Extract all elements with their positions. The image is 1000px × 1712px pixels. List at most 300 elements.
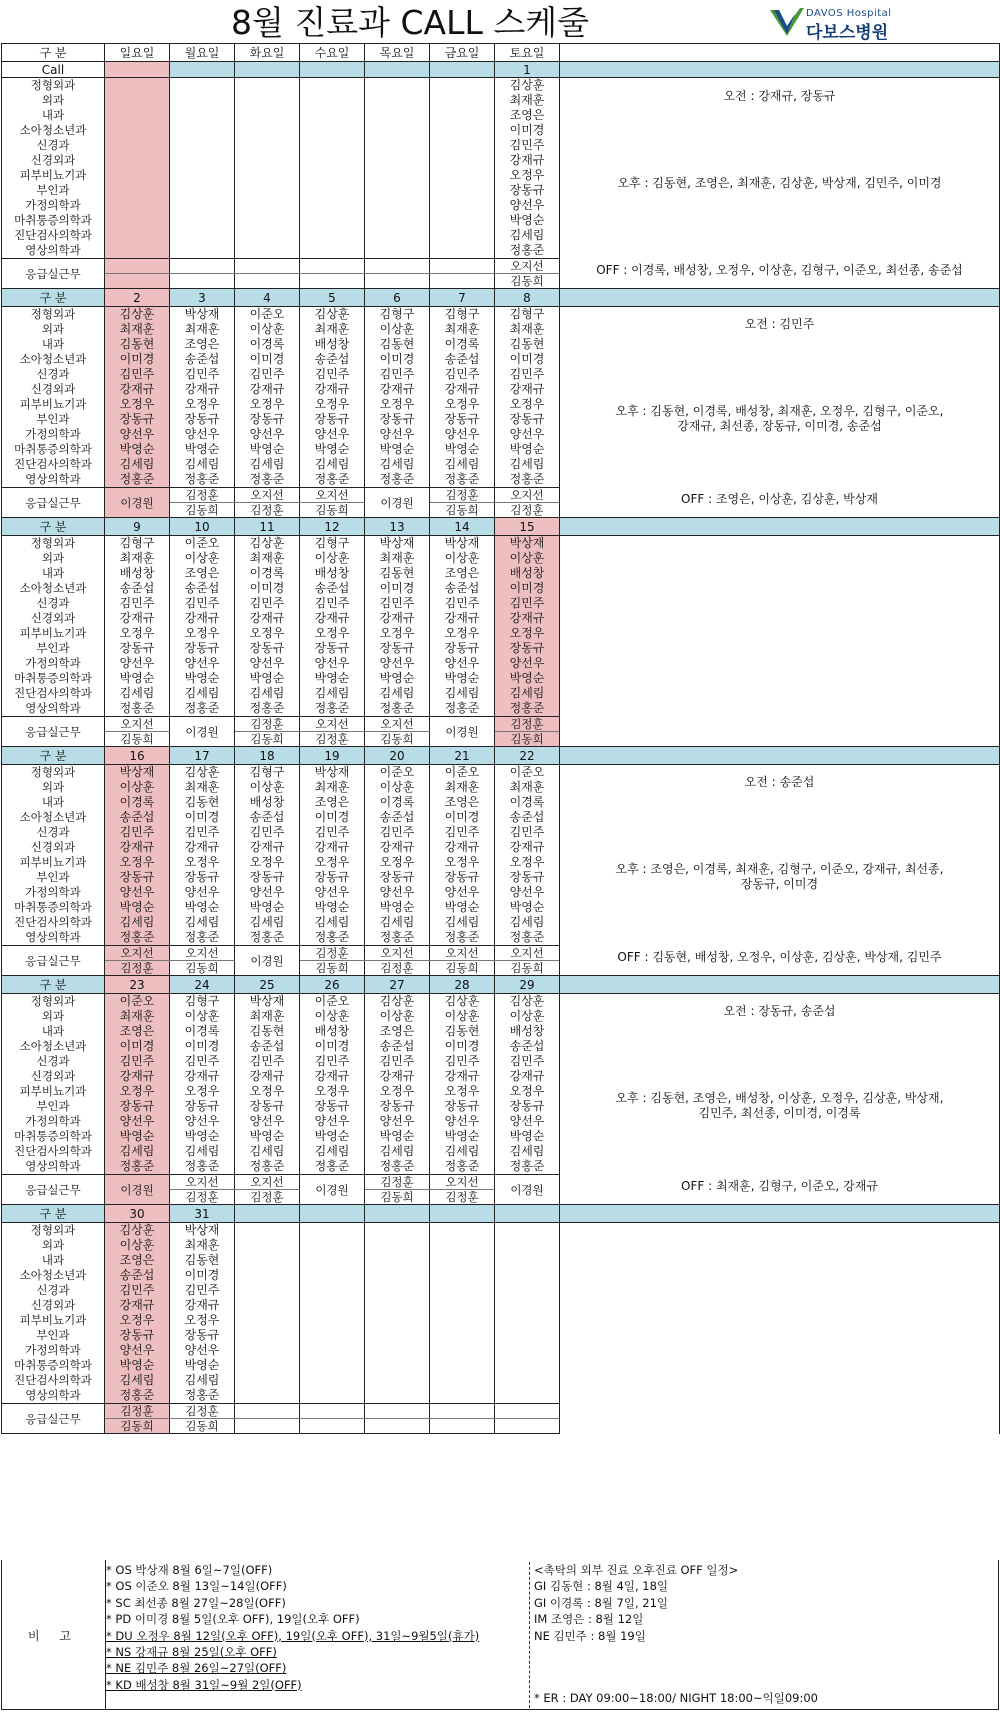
er-doctor-cell: 오지선 (170, 1175, 235, 1190)
doctor-cell: 정홍준 (105, 930, 170, 946)
department-label: 피부비뇨기과 (2, 397, 105, 412)
doctor-cell: 이상훈 (495, 1009, 560, 1024)
doctor-cell (430, 1283, 495, 1298)
weekday-label: 일요일 (105, 44, 170, 62)
doctor-cell (235, 108, 300, 123)
date-cell: 17 (170, 747, 235, 765)
doctor-cell (365, 168, 430, 183)
department-row (2, 765, 1000, 781)
doctor-cell: 강재규 (170, 1298, 235, 1313)
doctor-cell: 박영순 (105, 671, 170, 686)
doctor-cell: 이상훈 (235, 322, 300, 337)
date-cell (235, 1205, 300, 1223)
notes-right-panel (529, 1562, 1000, 1708)
schedule-table (1, 43, 1000, 1434)
date-cell: 21 (430, 747, 495, 765)
doctor-cell: 김세림 (235, 686, 300, 701)
doctor-cell: 박상재 (170, 1223, 235, 1239)
doctor-cell: 장동규 (235, 1099, 300, 1114)
doctor-cell: 장동규 (105, 1328, 170, 1343)
doctor-cell: 박상재 (235, 994, 300, 1010)
summary-line: 오후 : 김동현, 조영은, 최재훈, 김상훈, 박상재, 김민주, 이미경 (617, 175, 942, 190)
doctor-cell: 이경록 (235, 337, 300, 352)
summary-gap (560, 892, 999, 950)
er-doctor-cell: 김정훈 (170, 1404, 235, 1419)
department-label: 영상의학과 (2, 701, 105, 717)
doctor-cell: 양선우 (365, 656, 430, 671)
er-doctor-cell: 김정훈 (495, 717, 560, 732)
summary-gap (560, 434, 999, 492)
date-cell: 28 (430, 976, 495, 994)
weekday-label: 수요일 (300, 44, 365, 62)
er-doctor-cell: 이경원 (235, 946, 300, 976)
doctor-cell: 강재규 (430, 840, 495, 855)
doctor-cell: 김세림 (495, 228, 560, 243)
doctor-cell: 김민주 (105, 1283, 170, 1298)
department-label: 내과 (2, 1253, 105, 1268)
doctor-cell: 강재규 (105, 840, 170, 855)
department-label: 피부비뇨기과 (2, 1313, 105, 1328)
summary-line: 오전 : 장동규, 송준섭 (723, 1004, 836, 1018)
doctor-cell (300, 1373, 365, 1388)
department-label: 부인과 (2, 183, 105, 198)
doctor-cell: 강재규 (365, 840, 430, 855)
doctor-cell: 최재훈 (170, 780, 235, 795)
doctor-cell: 박영순 (495, 900, 560, 915)
doctor-cell: 이미경 (495, 581, 560, 596)
doctor-cell: 송준섭 (365, 1039, 430, 1054)
doctor-cell (365, 153, 430, 168)
date-cell (430, 1205, 495, 1223)
er-doctor-cell (495, 1419, 560, 1434)
doctor-cell: 오정우 (170, 397, 235, 412)
doctor-cell: 오정우 (105, 397, 170, 412)
doctor-cell: 김민주 (105, 1054, 170, 1069)
doctor-cell: 정홍준 (430, 472, 495, 488)
doctor-cell (105, 108, 170, 123)
date-cell: 26 (300, 976, 365, 994)
doctor-cell: 이준오 (300, 994, 365, 1010)
date-cell: 15 (495, 518, 560, 536)
doctor-cell: 배성창 (495, 566, 560, 581)
doctor-cell: 양선우 (365, 1114, 430, 1129)
doctor-cell: 정홍준 (430, 930, 495, 946)
doctor-cell: 조영은 (300, 795, 365, 810)
doctor-cell (235, 78, 300, 94)
note-item: * OS 이준오 8월 13일~14일(OFF) (106, 1579, 287, 1594)
doctor-cell: 강재규 (430, 1069, 495, 1084)
er-doctor-cell: 이경원 (170, 717, 235, 747)
department-label: 정형외과 (2, 765, 105, 781)
doctor-cell: 김상훈 (105, 307, 170, 323)
date-row (2, 518, 1000, 536)
doctor-cell (300, 1388, 365, 1404)
doctor-cell: 김민주 (300, 825, 365, 840)
doctor-cell (430, 1298, 495, 1313)
weekday-header-row (2, 44, 1000, 62)
department-label: 신경외과 (2, 1298, 105, 1313)
department-label: 신경과 (2, 1283, 105, 1298)
summary-line: OFF : 최재훈, 김형구, 이준오, 강재규 (681, 1179, 878, 1193)
doctor-cell: 장동규 (235, 412, 300, 427)
doctor-cell: 장동규 (365, 412, 430, 427)
doctor-cell: 오정우 (300, 397, 365, 412)
doctor-cell: 송준섭 (365, 810, 430, 825)
consultant-off-item: GI 김동현 : 8월 4일, 18일 (534, 1579, 669, 1594)
doctor-cell (235, 1388, 300, 1404)
doctor-cell (105, 183, 170, 198)
department-label: 소아청소년과 (2, 1039, 105, 1054)
doctor-cell: 이준오 (430, 765, 495, 781)
doctor-cell: 장동규 (235, 641, 300, 656)
doctor-cell: 이준오 (235, 307, 300, 323)
er-doctor-cell: 오지선 (235, 488, 300, 503)
summary-line: OFF : 조영은, 이상훈, 김상훈, 박상재 (681, 492, 878, 506)
summary-line: 오후 : 조영은, 이경록, 최재훈, 김형구, 이준오, 강재규, 최선종, (615, 862, 944, 876)
department-label: 진단검사의학과 (2, 1144, 105, 1159)
doctor-cell: 장동규 (365, 1099, 430, 1114)
department-label: 정형외과 (2, 536, 105, 552)
er-doctor-cell: 이경원 (430, 717, 495, 747)
doctor-cell: 강재규 (495, 611, 560, 626)
doctor-cell: 양선우 (430, 656, 495, 671)
doctor-cell (300, 1358, 365, 1373)
doctor-cell (235, 153, 300, 168)
doctor-cell: 양선우 (235, 885, 300, 900)
date-row (2, 976, 1000, 994)
doctor-cell: 김민주 (105, 596, 170, 611)
doctor-cell: 김세림 (365, 915, 430, 930)
doctor-cell: 박영순 (105, 900, 170, 915)
doctor-cell: 양선우 (495, 1114, 560, 1129)
doctor-cell: 이상훈 (300, 1009, 365, 1024)
doctor-cell: 오정우 (365, 397, 430, 412)
doctor-cell (430, 123, 495, 138)
doctor-cell: 김세림 (365, 1144, 430, 1159)
doctor-cell: 오정우 (365, 626, 430, 641)
date-row (2, 747, 1000, 765)
doctor-cell: 이미경 (105, 1039, 170, 1054)
department-label: 외과 (2, 1009, 105, 1024)
date-cell (300, 1205, 365, 1223)
doctor-cell: 김동현 (365, 566, 430, 581)
doctor-cell: 김세림 (105, 915, 170, 930)
department-label: 소아청소년과 (2, 123, 105, 138)
doctor-cell: 김민주 (430, 596, 495, 611)
er-doctor-cell (105, 259, 170, 274)
doctor-cell: 장동규 (170, 641, 235, 656)
doctor-cell: 정홍준 (495, 701, 560, 717)
doctor-cell: 김형구 (105, 536, 170, 552)
doctor-cell: 오정우 (495, 168, 560, 183)
er-doctor-cell: 오지선 (495, 259, 560, 274)
doctor-cell: 강재규 (105, 1298, 170, 1313)
logo-text-ko: 다보스병원 (806, 23, 889, 43)
department-label: 진단검사의학과 (2, 686, 105, 701)
doctor-cell: 강재규 (105, 382, 170, 397)
doctor-cell: 강재규 (430, 382, 495, 397)
header-label: 구 분 (2, 518, 105, 536)
doctor-cell: 이미경 (170, 1039, 235, 1054)
doctor-cell: 송준섭 (300, 352, 365, 367)
department-label: 부인과 (2, 1099, 105, 1114)
doctor-cell: 오정우 (300, 855, 365, 870)
doctor-cell: 박영순 (105, 442, 170, 457)
doctor-cell: 최재훈 (495, 322, 560, 337)
doctor-cell: 최재훈 (365, 551, 430, 566)
date-cell: 25 (235, 976, 300, 994)
summary-gap (560, 191, 999, 263)
doctor-cell: 김상훈 (495, 78, 560, 94)
doctor-cell: 김민주 (300, 367, 365, 382)
doctor-cell: 김민주 (430, 367, 495, 382)
doctor-cell (495, 1298, 560, 1313)
er-doctor-cell: 오지선 (430, 946, 495, 961)
doctor-cell: 강재규 (365, 382, 430, 397)
doctor-cell: 김민주 (430, 825, 495, 840)
doctor-cell (365, 108, 430, 123)
doctor-cell: 장동규 (495, 1099, 560, 1114)
doctor-cell (365, 1343, 430, 1358)
doctor-cell (365, 1223, 430, 1239)
doctor-cell (430, 153, 495, 168)
doctor-cell: 양선우 (300, 885, 365, 900)
doctor-cell: 송준섭 (105, 810, 170, 825)
er-doctor-cell: 김정훈 (235, 1190, 300, 1205)
doctor-cell (235, 93, 300, 108)
doctor-cell: 양선우 (235, 656, 300, 671)
doctor-cell: 최재훈 (430, 322, 495, 337)
doctor-cell: 양선우 (170, 1114, 235, 1129)
department-label: 피부비뇨기과 (2, 1084, 105, 1099)
doctor-cell: 강재규 (170, 1069, 235, 1084)
er-doctor-cell (235, 274, 300, 289)
doctor-cell: 김세림 (105, 457, 170, 472)
department-row (2, 994, 1000, 1010)
doctor-cell: 박영순 (495, 1129, 560, 1144)
er-doctor-cell: 오지선 (105, 946, 170, 961)
doctor-cell: 이경록 (365, 795, 430, 810)
doctor-cell (300, 183, 365, 198)
doctor-cell: 오정우 (235, 626, 300, 641)
doctor-cell: 정홍준 (495, 472, 560, 488)
er-label: 응급실근무 (2, 488, 105, 518)
er-doctor-cell: 김동희 (365, 732, 430, 747)
summary-line: OFF : 이경록, 배성창, 오정우, 이상훈, 김형구, 이준오, 최선종, 송준섭 (596, 262, 963, 277)
doctor-cell: 이준오 (495, 765, 560, 781)
date-cell (365, 1205, 430, 1223)
doctor-cell (365, 93, 430, 108)
department-label: 진단검사의학과 (2, 915, 105, 930)
doctor-cell: 김형구 (300, 536, 365, 552)
doctor-cell (430, 168, 495, 183)
doctor-cell: 김민주 (170, 367, 235, 382)
doctor-cell: 정홍준 (235, 472, 300, 488)
doctor-cell (235, 183, 300, 198)
department-label: 영상의학과 (2, 1159, 105, 1175)
doctor-cell (365, 123, 430, 138)
doctor-cell: 박영순 (170, 1129, 235, 1144)
doctor-cell: 강재규 (235, 382, 300, 397)
doctor-cell (300, 1313, 365, 1328)
date-cell (235, 62, 300, 78)
doctor-cell (235, 243, 300, 259)
doctor-cell (430, 183, 495, 198)
doctor-cell: 강재규 (300, 382, 365, 397)
doctor-cell: 김민주 (365, 1054, 430, 1069)
doctor-cell: 김형구 (235, 765, 300, 781)
doctor-cell: 김동현 (430, 1024, 495, 1039)
doctor-cell: 조영은 (430, 566, 495, 581)
doctor-cell: 정홍준 (365, 930, 430, 946)
summary-line: 오후 : 김동현, 조영은, 배성창, 이상훈, 오정우, 김상훈, 박상재, (615, 1091, 944, 1105)
doctor-cell: 양선우 (495, 656, 560, 671)
doctor-cell: 송준섭 (430, 581, 495, 596)
department-label: 부인과 (2, 412, 105, 427)
doctor-cell (495, 1373, 560, 1388)
doctor-cell: 송준섭 (430, 352, 495, 367)
doctor-cell: 오정우 (105, 855, 170, 870)
doctor-cell: 양선우 (430, 427, 495, 442)
doctor-cell (170, 108, 235, 123)
department-label: 피부비뇨기과 (2, 168, 105, 183)
doctor-cell: 정홍준 (235, 701, 300, 717)
doctor-cell (235, 198, 300, 213)
doctor-cell: 장동규 (105, 1099, 170, 1114)
doctor-cell: 최재훈 (170, 322, 235, 337)
doctor-cell: 박영순 (495, 442, 560, 457)
doctor-cell: 조영은 (170, 337, 235, 352)
doctor-cell: 이상훈 (430, 1009, 495, 1024)
doctor-cell: 이상훈 (105, 780, 170, 795)
doctor-cell: 박영순 (105, 1358, 170, 1373)
doctor-cell: 오정우 (105, 626, 170, 641)
doctor-cell: 이미경 (300, 810, 365, 825)
er-doctor-cell: 김동희 (105, 732, 170, 747)
doctor-cell: 강재규 (235, 611, 300, 626)
department-label: 소아청소년과 (2, 352, 105, 367)
date-cell (105, 62, 170, 78)
department-label: 신경외과 (2, 1069, 105, 1084)
note-item: * DU 오정우 8월 12일(오후 OFF), 19일(오후 OFF), 31일~9월5일(휴가) (106, 1628, 480, 1643)
er-doctor-cell: 오지선 (495, 488, 560, 503)
doctor-cell (235, 138, 300, 153)
doctor-cell: 양선우 (430, 885, 495, 900)
doctor-cell: 김상훈 (495, 994, 560, 1010)
date-cell: 29 (495, 976, 560, 994)
doctor-cell: 박영순 (495, 671, 560, 686)
doctor-cell: 박영순 (430, 442, 495, 457)
doctor-cell: 정홍준 (105, 701, 170, 717)
date-cell (430, 62, 495, 78)
doctor-cell: 박영순 (300, 900, 365, 915)
doctor-cell: 배성창 (235, 795, 300, 810)
date-row-spacer (560, 1205, 1000, 1223)
summary-gap (560, 1019, 999, 1091)
doctor-cell: 장동규 (105, 412, 170, 427)
doctor-cell: 김세림 (235, 1144, 300, 1159)
doctor-cell: 이상훈 (300, 551, 365, 566)
date-cell: 8 (495, 289, 560, 307)
note-item: * KD 배성창 8월 31일~9월 2일(OFF) (106, 1677, 302, 1692)
doctor-cell (365, 213, 430, 228)
doctor-cell (430, 213, 495, 228)
doctor-cell: 김민주 (495, 138, 560, 153)
doctor-cell: 오정우 (105, 1084, 170, 1099)
week-summary (560, 1223, 1000, 1434)
date-row (2, 1205, 1000, 1223)
week-summary (560, 307, 1000, 518)
doctor-cell (170, 213, 235, 228)
doctor-cell (300, 78, 365, 94)
doctor-cell: 박영순 (365, 671, 430, 686)
doctor-cell (300, 168, 365, 183)
notes-left-list (106, 1562, 526, 1693)
doctor-cell (495, 1223, 560, 1239)
doctor-cell (430, 243, 495, 259)
doctor-cell: 이상훈 (365, 322, 430, 337)
summary-gap (560, 1121, 999, 1179)
weekday-label: 금요일 (430, 44, 495, 62)
summary-line: 김민주, 최선종, 이미경, 이경록 (698, 1106, 861, 1120)
doctor-cell (105, 93, 170, 108)
er-doctor-cell (430, 274, 495, 289)
doctor-cell (430, 228, 495, 243)
doctor-cell: 김민주 (235, 1054, 300, 1069)
doctor-cell (235, 1373, 300, 1388)
week-summary (560, 536, 1000, 747)
date-row-spacer (560, 976, 1000, 994)
date-cell: 12 (300, 518, 365, 536)
doctor-cell (235, 1298, 300, 1313)
doctor-cell (105, 153, 170, 168)
department-label: 가정의학과 (2, 885, 105, 900)
doctor-cell: 이경록 (495, 795, 560, 810)
doctor-cell: 김세림 (300, 915, 365, 930)
doctor-cell (235, 213, 300, 228)
date-cell: 19 (300, 747, 365, 765)
doctor-cell: 정홍준 (300, 472, 365, 488)
doctor-cell: 양선우 (495, 427, 560, 442)
doctor-cell: 김상훈 (235, 536, 300, 552)
doctor-cell (430, 1313, 495, 1328)
er-doctor-cell: 오지선 (235, 1175, 300, 1190)
doctor-cell: 박영순 (300, 1129, 365, 1144)
department-label: 외과 (2, 93, 105, 108)
department-label: 정형외과 (2, 1223, 105, 1239)
doctor-cell: 양선우 (365, 885, 430, 900)
doctor-cell: 송준섭 (105, 581, 170, 596)
doctor-cell: 정홍준 (105, 472, 170, 488)
doctor-cell: 이미경 (430, 810, 495, 825)
doctor-cell: 송준섭 (105, 1268, 170, 1283)
doctor-cell: 김세림 (105, 1144, 170, 1159)
doctor-cell: 김민주 (495, 596, 560, 611)
header-spacer (560, 44, 1000, 62)
checkmark-logo-icon (770, 8, 804, 38)
doctor-cell (170, 93, 235, 108)
doctor-cell: 양선우 (105, 885, 170, 900)
doctor-cell: 최재훈 (495, 780, 560, 795)
department-label: 내과 (2, 795, 105, 810)
doctor-cell (300, 93, 365, 108)
er-doctor-cell: 김동희 (430, 503, 495, 518)
doctor-cell: 오정우 (170, 1313, 235, 1328)
doctor-cell (430, 78, 495, 94)
doctor-cell (365, 1238, 430, 1253)
department-row (2, 1223, 1000, 1239)
doctor-cell: 정홍준 (430, 1159, 495, 1175)
